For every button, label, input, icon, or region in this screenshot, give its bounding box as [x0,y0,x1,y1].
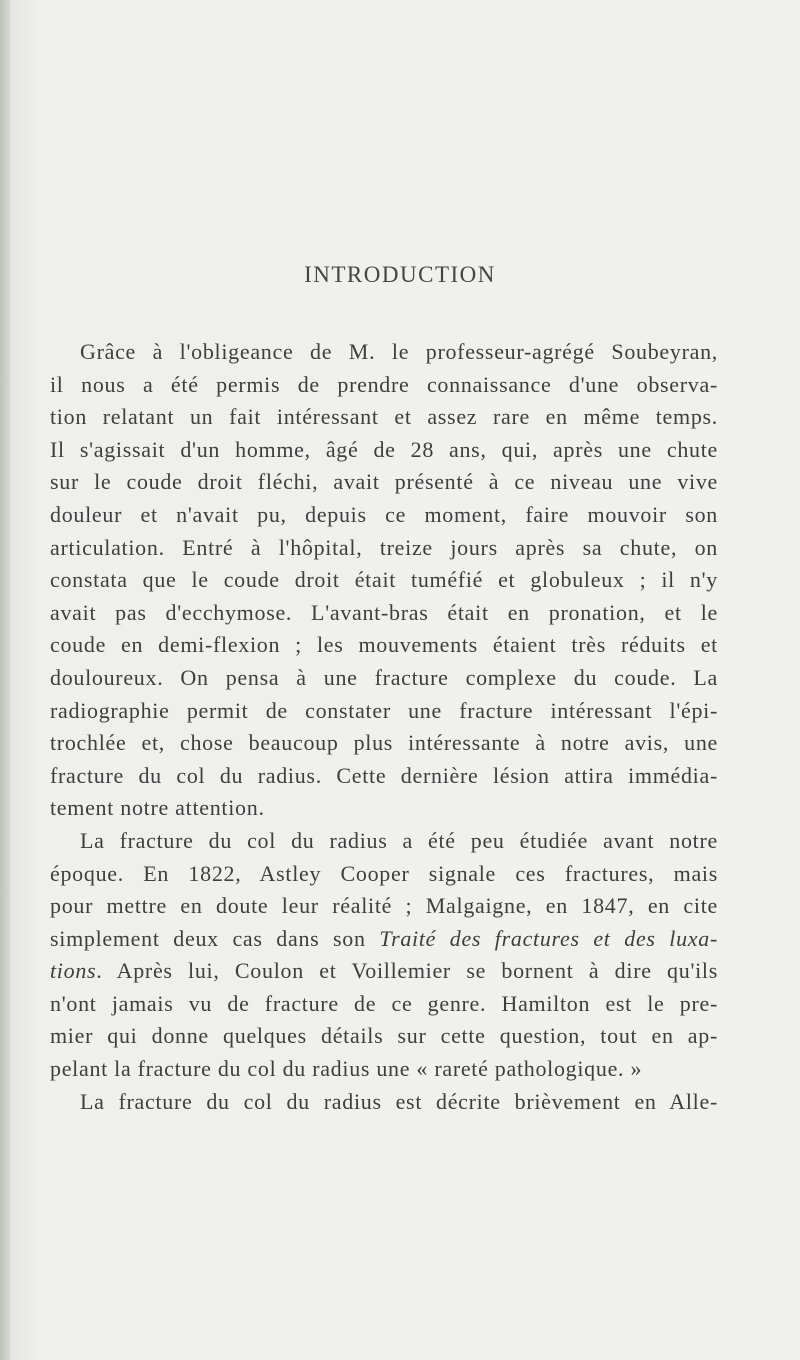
text-line: avait pas d'ecchymose. L'avant-bras était en pronation, et le [50,599,718,625]
text-line: radiographie permit de constater une fracture intéressant l'épi- [50,697,718,723]
book-title-italic: Traité des fractures et des luxa- [379,925,719,951]
text-line: époque. En 1822, Astley Cooper signale ces fractures, mais [50,860,718,886]
text-line: douleur et n'avait pu, depuis ce moment, faire mouvoir son [50,501,718,527]
text-segment: simplement deux cas dans son [50,925,380,951]
text-line: articulation. Entré à l'hôpital, treize jours après sa chute, on [50,534,718,560]
book-title-italic: tions [50,958,97,984]
text-line: tement notre attention. [50,795,265,821]
text-line [50,955,718,988]
text-line: trochlée et, chose beaucoup plus intéressante à notre avis, une [50,730,718,756]
chapter-title: INTRODUCTION [304,262,496,287]
paragraph-1 [50,336,718,825]
text-line: mier qui donne quelques détails sur cette question, tout en ap- [50,1023,718,1049]
text-line: pelant la fracture du col du radius une « rareté pathologique. » [50,1056,643,1082]
text-line: constata que le coude droit était tuméfié et globuleux ; il n'y [50,567,718,593]
text-line: La fracture du col du radius est décrite brièvement en Alle- [80,1088,718,1114]
binding-edge [0,0,10,1360]
text-line: La fracture du col du radius a été peu étudiée avant notre [80,827,718,853]
text-segment: . Après lui, Coulon et Voillemier se bornent à dire qu'ils [96,958,718,984]
text-line: coude en demi-flexion ; les mouvements étaient très réduits et [50,632,718,658]
text-line: Il s'agissait d'un homme, âgé de 28 ans, qui, après une chute [50,436,718,462]
text-line: pour mettre en doute leur réalité ; Malgaigne, en 1847, en cite [50,893,718,919]
text-line: douloureux. On pensa à une fracture complexe du coude. La [50,664,718,690]
text-line: n'ont jamais vu de fracture de ce genre. Hamilton est le pre- [50,990,718,1016]
text-line: tion relatant un fait intéressant et assez rare en même temps. [50,404,718,430]
text-line: Grâce à l'obligeance de M. le professeur-agrégé Soubeyran, [80,339,718,364]
paragraph-3 [50,1086,718,1119]
text-line: sur le coude droit fléchi, avait présenté à ce niveau une vive [50,469,718,495]
paragraph-2 [50,825,718,1086]
text-line: fracture du col du radius. Cette dernière lésion attira immédia- [50,762,718,788]
body-text [50,336,718,1118]
text-line: il nous a été permis de prendre connaissance d'une observa- [50,371,718,397]
text-line [50,923,718,956]
